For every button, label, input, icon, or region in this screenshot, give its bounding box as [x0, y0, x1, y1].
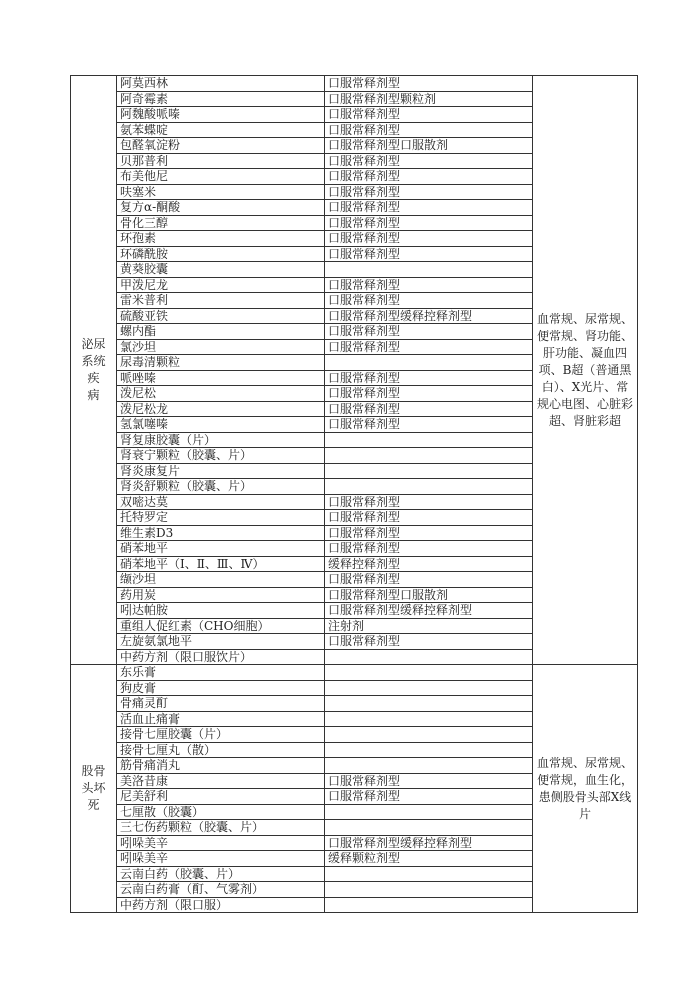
- dosage-form-cell: [325, 479, 533, 495]
- dosage-form-cell: 口服常释剂型: [325, 246, 533, 262]
- dosage-form-cell: 口服常释剂型: [325, 773, 533, 789]
- dosage-form-cell: 口服常释剂型: [325, 215, 533, 231]
- dosage-form-cell: 缓释颗粒剂型: [325, 851, 533, 867]
- drug-name-cell: 环孢素: [117, 231, 325, 247]
- dosage-form-cell: 口服常释剂型: [325, 231, 533, 247]
- dosage-form-cell: [325, 355, 533, 371]
- drug-table: [70, 75, 638, 913]
- drug-name-cell: 狗皮膏: [117, 680, 325, 696]
- dosage-form-cell: 口服常释剂型: [325, 525, 533, 541]
- drug-name-cell: 硝苯地平: [117, 541, 325, 557]
- drug-name-cell: 肾炎康复片: [117, 463, 325, 479]
- required-checks-cell: 血常规、尿常规、便常规、肾功能、肝功能、凝血四项、B超（普通黑白）、X光片、常规心电图、心脏彩超、肾脏彩超: [533, 76, 638, 665]
- dosage-form-cell: 口服常释剂型口服散剂: [325, 587, 533, 603]
- dosage-form-cell: [325, 665, 533, 681]
- dosage-form-cell: 口服常释剂型: [325, 339, 533, 355]
- drug-name-cell: 云南白药膏（酊、气雾剂）: [117, 882, 325, 898]
- dosage-form-cell: 口服常释剂型: [325, 386, 533, 402]
- dosage-form-cell: 口服常释剂型: [325, 510, 533, 526]
- drug-name-cell: 吲哚美辛: [117, 835, 325, 851]
- dosage-form-cell: [325, 432, 533, 448]
- drug-name-cell: 复方α-酮酸: [117, 200, 325, 216]
- drug-name-cell: 中药方剂（限口服）: [117, 897, 325, 913]
- drug-name-cell: 骨痛灵酊: [117, 696, 325, 712]
- dosage-form-cell: [325, 866, 533, 882]
- dosage-form-cell: 口服常释剂型口服散剂: [325, 138, 533, 154]
- drug-name-cell: 氢氯噻嗪: [117, 417, 325, 433]
- dosage-form-cell: 口服常释剂型缓释控释剂型: [325, 603, 533, 619]
- dosage-form-cell: [325, 758, 533, 774]
- drug-name-cell: 云南白药（胶囊、片）: [117, 866, 325, 882]
- drug-name-cell: 肾衰宁颗粒（胶囊、片）: [117, 448, 325, 464]
- dosage-form-cell: [325, 262, 533, 278]
- dosage-form-cell: [325, 680, 533, 696]
- disease-category-cell: 泌尿 系统疾 病: [71, 76, 117, 665]
- dosage-form-cell: 缓释控释剂型: [325, 556, 533, 572]
- drug-name-cell: 药用炭: [117, 587, 325, 603]
- disease-category-cell: 股骨 头坏死: [71, 665, 117, 913]
- dosage-form-cell: 口服常释剂型: [325, 494, 533, 510]
- table-row: [71, 76, 638, 92]
- drug-name-cell: 螺内酯: [117, 324, 325, 340]
- dosage-form-cell: 口服常释剂型: [325, 184, 533, 200]
- drug-name-cell: 筋骨痛消丸: [117, 758, 325, 774]
- dosage-form-cell: [325, 804, 533, 820]
- dosage-form-cell: 口服常释剂型: [325, 370, 533, 386]
- drug-name-cell: 阿奇霉素: [117, 91, 325, 107]
- drug-name-cell: 尿毒清颗粒: [117, 355, 325, 371]
- dosage-form-cell: 口服常释剂型: [325, 200, 533, 216]
- drug-name-cell: 环磷酰胺: [117, 246, 325, 262]
- drug-name-cell: 硫酸亚铁: [117, 308, 325, 324]
- drug-name-cell: 肾复康胶囊（片）: [117, 432, 325, 448]
- dosage-form-cell: 口服常释剂型颗粒剂: [325, 91, 533, 107]
- drug-name-cell: 氯沙坦: [117, 339, 325, 355]
- drug-name-cell: 中药方剂（限口服饮片）: [117, 649, 325, 665]
- dosage-form-cell: 口服常释剂型: [325, 293, 533, 309]
- drug-name-cell: 尼美舒利: [117, 789, 325, 805]
- drug-name-cell: 布美他尼: [117, 169, 325, 185]
- drug-name-cell: 维生素D3: [117, 525, 325, 541]
- drug-name-cell: 七厘散（胶囊）: [117, 804, 325, 820]
- dosage-form-cell: [325, 448, 533, 464]
- drug-name-cell: 雷米普利: [117, 293, 325, 309]
- dosage-form-cell: 口服常释剂型: [325, 122, 533, 138]
- drug-table-body: [71, 76, 638, 913]
- drug-name-cell: 双嘧达莫: [117, 494, 325, 510]
- drug-name-cell: 美洛昔康: [117, 773, 325, 789]
- dosage-form-cell: 口服常释剂型: [325, 169, 533, 185]
- table-row: [71, 665, 638, 681]
- drug-name-cell: 活血止痛膏: [117, 711, 325, 727]
- drug-name-cell: 包醛氧淀粉: [117, 138, 325, 154]
- drug-name-cell: 贝那普利: [117, 153, 325, 169]
- drug-name-cell: 重组人促红素（CHO细胞）: [117, 618, 325, 634]
- dosage-form-cell: 口服常释剂型: [325, 541, 533, 557]
- dosage-form-cell: 口服常释剂型: [325, 572, 533, 588]
- drug-name-cell: 黄葵胶囊: [117, 262, 325, 278]
- drug-name-cell: 氨苯蝶啶: [117, 122, 325, 138]
- dosage-form-cell: [325, 820, 533, 836]
- drug-name-cell: 三七伤药颗粒（胶囊、片）: [117, 820, 325, 836]
- drug-name-cell: 骨化三醇: [117, 215, 325, 231]
- drug-name-cell: 阿魏酸哌嗪: [117, 107, 325, 123]
- dosage-form-cell: [325, 649, 533, 665]
- dosage-form-cell: [325, 882, 533, 898]
- drug-name-cell: 托特罗定: [117, 510, 325, 526]
- drug-name-cell: 吲达帕胺: [117, 603, 325, 619]
- dosage-form-cell: [325, 742, 533, 758]
- dosage-form-cell: [325, 696, 533, 712]
- dosage-form-cell: 口服常释剂型: [325, 417, 533, 433]
- dosage-form-cell: 口服常释剂型: [325, 634, 533, 650]
- dosage-form-cell: 口服常释剂型缓释控释剂型: [325, 308, 533, 324]
- dosage-form-cell: 口服常释剂型: [325, 277, 533, 293]
- drug-name-cell: 吲哚美辛: [117, 851, 325, 867]
- drug-name-cell: 肾炎舒颗粒（胶囊、片）: [117, 479, 325, 495]
- drug-name-cell: 接骨七厘胶囊（片）: [117, 727, 325, 743]
- dosage-form-cell: 口服常释剂型缓释控释剂型: [325, 835, 533, 851]
- dosage-form-cell: 口服常释剂型: [325, 401, 533, 417]
- drug-name-cell: 泼尼松龙: [117, 401, 325, 417]
- dosage-form-cell: [325, 727, 533, 743]
- drug-name-cell: 阿莫西林: [117, 76, 325, 92]
- dosage-form-cell: 口服常释剂型: [325, 76, 533, 92]
- drug-name-cell: 缬沙坦: [117, 572, 325, 588]
- drug-name-cell: 接骨七厘丸（散）: [117, 742, 325, 758]
- drug-name-cell: 呋塞米: [117, 184, 325, 200]
- dosage-form-cell: [325, 463, 533, 479]
- dosage-form-cell: 口服常释剂型: [325, 324, 533, 340]
- dosage-form-cell: 口服常释剂型: [325, 107, 533, 123]
- drug-name-cell: 左旋氨氯地平: [117, 634, 325, 650]
- dosage-form-cell: 口服常释剂型: [325, 153, 533, 169]
- drug-name-cell: 哌唑嗪: [117, 370, 325, 386]
- drug-name-cell: 硝苯地平（Ⅰ、Ⅱ、Ⅲ、Ⅳ）: [117, 556, 325, 572]
- drug-name-cell: 甲泼尼龙: [117, 277, 325, 293]
- drug-name-cell: 东乐膏: [117, 665, 325, 681]
- dosage-form-cell: 注射剂: [325, 618, 533, 634]
- dosage-form-cell: 口服常释剂型: [325, 789, 533, 805]
- dosage-form-cell: [325, 897, 533, 913]
- dosage-form-cell: [325, 711, 533, 727]
- drug-name-cell: 泼尼松: [117, 386, 325, 402]
- required-checks-cell: 血常规、尿常规、便常规，血生化，患侧股骨头部X线片: [533, 665, 638, 913]
